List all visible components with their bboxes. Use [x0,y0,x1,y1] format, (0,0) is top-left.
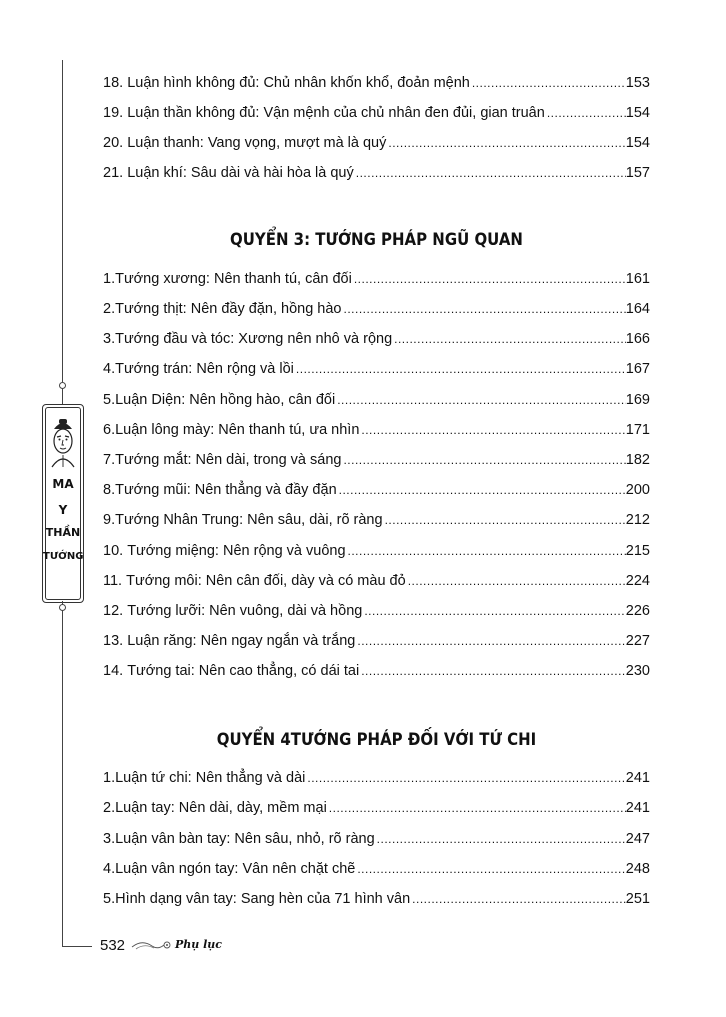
toc-leader-dots [361,660,626,682]
toc-entry-number: 10. [103,543,124,559]
toc-leader-dots [472,72,626,94]
toc-entry-page: 248 [625,861,650,877]
toc-entry [103,72,650,94]
face-portrait-icon [48,415,78,469]
toc-entry-number: 9. [103,512,116,528]
toc-entry-page: 251 [625,891,650,907]
toc-entry-title: Tướng tai: Nên cao thẳng, có dái tai [127,663,360,679]
toc-entry-page: 166 [625,331,650,347]
toc-entry [103,630,650,652]
toc-entry [103,767,650,789]
toc-entry-page: 226 [625,603,650,619]
toc-leader-dots [348,540,626,562]
toc-leader-dots [356,162,626,184]
toc-entry [103,509,650,531]
toc-entry-number: 3. [103,831,116,847]
toc-leader-dots [361,419,625,441]
toc-entry [103,797,650,819]
toc-entry-number: 1. [103,770,116,786]
toc-entry-title: Tướng miệng: Nên rộng và vuông [127,543,346,559]
toc-entry [103,449,650,471]
toc-leader-dots [385,509,626,531]
toc-leader-dots [388,132,625,154]
toc-entry-title: Tướng mắt: Nên dài, trong và sáng [115,452,342,468]
toc-leader-dots [408,570,626,592]
toc-entry-title: Luận răng: Nên ngay ngắn và trắng [127,633,356,649]
toc-entry-title: Luận tay: Nên dài, dày, mềm mại [115,800,327,816]
toc-entry-number: 4. [103,361,116,377]
toc-entry-number: 20. [103,135,124,151]
toc-leader-dots [377,828,626,850]
footer-rule [62,946,92,947]
toc-entry-title: Luận lông mày: Nên thanh tú, ưa nhìn [115,422,360,438]
toc-leader-dots [354,268,626,290]
toc-entry-page: 227 [625,633,650,649]
toc-entry-number: 8. [103,482,116,498]
toc-entry-page: 154 [625,135,650,151]
toc-entry-page: 169 [625,392,650,408]
toc-entry-title: Luận vân ngón tay: Vân nên chặt chẽ [115,861,356,877]
toc-leader-dots [547,102,626,124]
toc-entry-number: 3. [103,331,116,347]
footer-section-label: Phụ lục [175,938,222,951]
toc-entry-title: Tướng xương: Nên thanh tú, cân đối [115,271,352,287]
toc-entry-number: 11. [103,573,123,589]
toc-entry-page: 247 [625,831,650,847]
toc-entry-title: Hình dạng vân tay: Sang hèn của 71 hình vân [115,891,411,907]
toc-entry-number: 5. [103,891,116,907]
toc-entry [103,328,650,350]
toc-leader-dots [343,449,625,471]
section-heading: QUYỂN 3: TƯỚNG PHÁP NGŨ QUAN [230,230,523,250]
book-title-panel [42,404,84,603]
toc-entry-number: 4. [103,861,116,877]
toc-entry-title: Tướng Nhân Trung: Nên sâu, dài, rõ ràng [115,512,383,528]
toc-entry-title: Luận thanh: Vang vọng, mượt mà là quý [127,135,387,151]
toc-entry-page: 157 [625,165,650,181]
toc-entry [103,479,650,501]
margin-rule-connector [62,388,63,404]
toc-entry-title: Tướng đầu và tóc: Xương nên nhô và rộng [115,331,393,347]
book-title-line-4: TƯỚNG [43,551,84,562]
toc-entry [103,540,650,562]
toc-entry-page: 230 [625,663,650,679]
toc-entry-title: Tướng môi: Nên cân đối, dày và có màu đỏ [126,573,406,589]
toc-entry-title: Tướng lưỡi: Nên vuông, dài và hồng [127,603,363,619]
page-number: 532 [100,937,126,954]
toc-entry [103,570,650,592]
toc-entry-page: 164 [625,301,650,317]
toc-entry-page: 171 [625,422,650,438]
toc-entry [103,132,650,154]
toc-entry [103,268,650,290]
toc-entry [103,600,650,622]
toc-entry-number: 19. [103,105,124,121]
toc-entry [103,660,650,682]
toc-entry-page: 224 [625,573,650,589]
section-heading: QUYỂN 4TƯỚNG PHÁP ĐỐI VỚI TỨ CHI [216,730,537,750]
toc-entry [103,828,650,850]
toc-entry-title: Tướng mũi: Nên thẳng và đầy đặn [115,482,337,498]
toc-leader-dots [394,328,626,350]
toc-leader-dots [329,797,626,819]
toc-leader-dots [357,630,625,652]
book-title-line-1: MA [52,477,74,491]
toc-entry-number: 13. [103,633,124,649]
toc-entry-page: 200 [625,482,650,498]
toc-entry-number: 1. [103,271,116,287]
toc-entry-title: Luận hình không đủ: Chủ nhân khốn khổ, đoản mệnh [127,75,470,91]
toc-entry-page: 154 [625,105,650,121]
toc-entry-page: 241 [625,800,650,816]
toc-entry-title: Tướng thịt: Nên đầy đặn, hồng hào [115,301,342,317]
toc-entry-number: 5. [103,392,116,408]
toc-entry-page: 212 [625,512,650,528]
toc-entry-page: 161 [625,271,650,287]
toc-entry [103,389,650,411]
margin-rule-top [62,60,63,382]
toc-entry-title: Luận tứ chi: Nên thẳng và dài [115,770,306,786]
toc-entry-title: Luận khí: Sâu dài và hài hòa là quý [127,165,354,181]
toc-entry [103,162,650,184]
book-title-line-3: THẦN [45,526,81,539]
swirl-ornament-icon [130,937,172,953]
toc-leader-dots [337,389,626,411]
toc-entry-number: 2. [103,800,116,816]
toc-entry-page: 153 [625,75,650,91]
toc-entry-title: Tướng trán: Nên rộng và lồi [115,361,294,377]
toc-leader-dots [364,600,625,622]
toc-leader-dots [307,767,625,789]
toc-entry-number: 21. [103,165,124,181]
toc-leader-dots [339,479,626,501]
toc-entry-number: 18. [103,75,124,91]
toc-leader-dots [412,888,626,910]
toc-entry-number: 2. [103,301,116,317]
toc-leader-dots [357,858,625,880]
toc-leader-dots [296,358,626,380]
toc-entry-title: Luận vân bàn tay: Nên sâu, nhỏ, rõ ràng [115,831,375,847]
toc-entry [103,298,650,320]
toc-entry-page: 167 [625,361,650,377]
toc-entry [103,888,650,910]
toc-entry-title: Luận thần không đủ: Vận mệnh của chủ nhân đen đủi, gian truân [127,105,545,121]
toc-entry-page: 241 [625,770,650,786]
toc-entry-number: 12. [103,603,124,619]
toc-entry-number: 6. [103,422,116,438]
toc-entry [103,419,650,441]
toc-entry-page: 182 [625,452,650,468]
book-title-line-2: Y [58,503,68,517]
toc-entry-number: 7. [103,452,116,468]
toc-entry-number: 14. [103,663,124,679]
toc-entry-title: Luận Diện: Nên hồng hào, cân đối [115,392,336,408]
toc-entry-page: 215 [625,543,650,559]
toc-entry [103,858,650,880]
toc-entry [103,358,650,380]
margin-rule-bottom [62,610,63,946]
toc-entry [103,102,650,124]
toc-leader-dots [344,298,626,320]
